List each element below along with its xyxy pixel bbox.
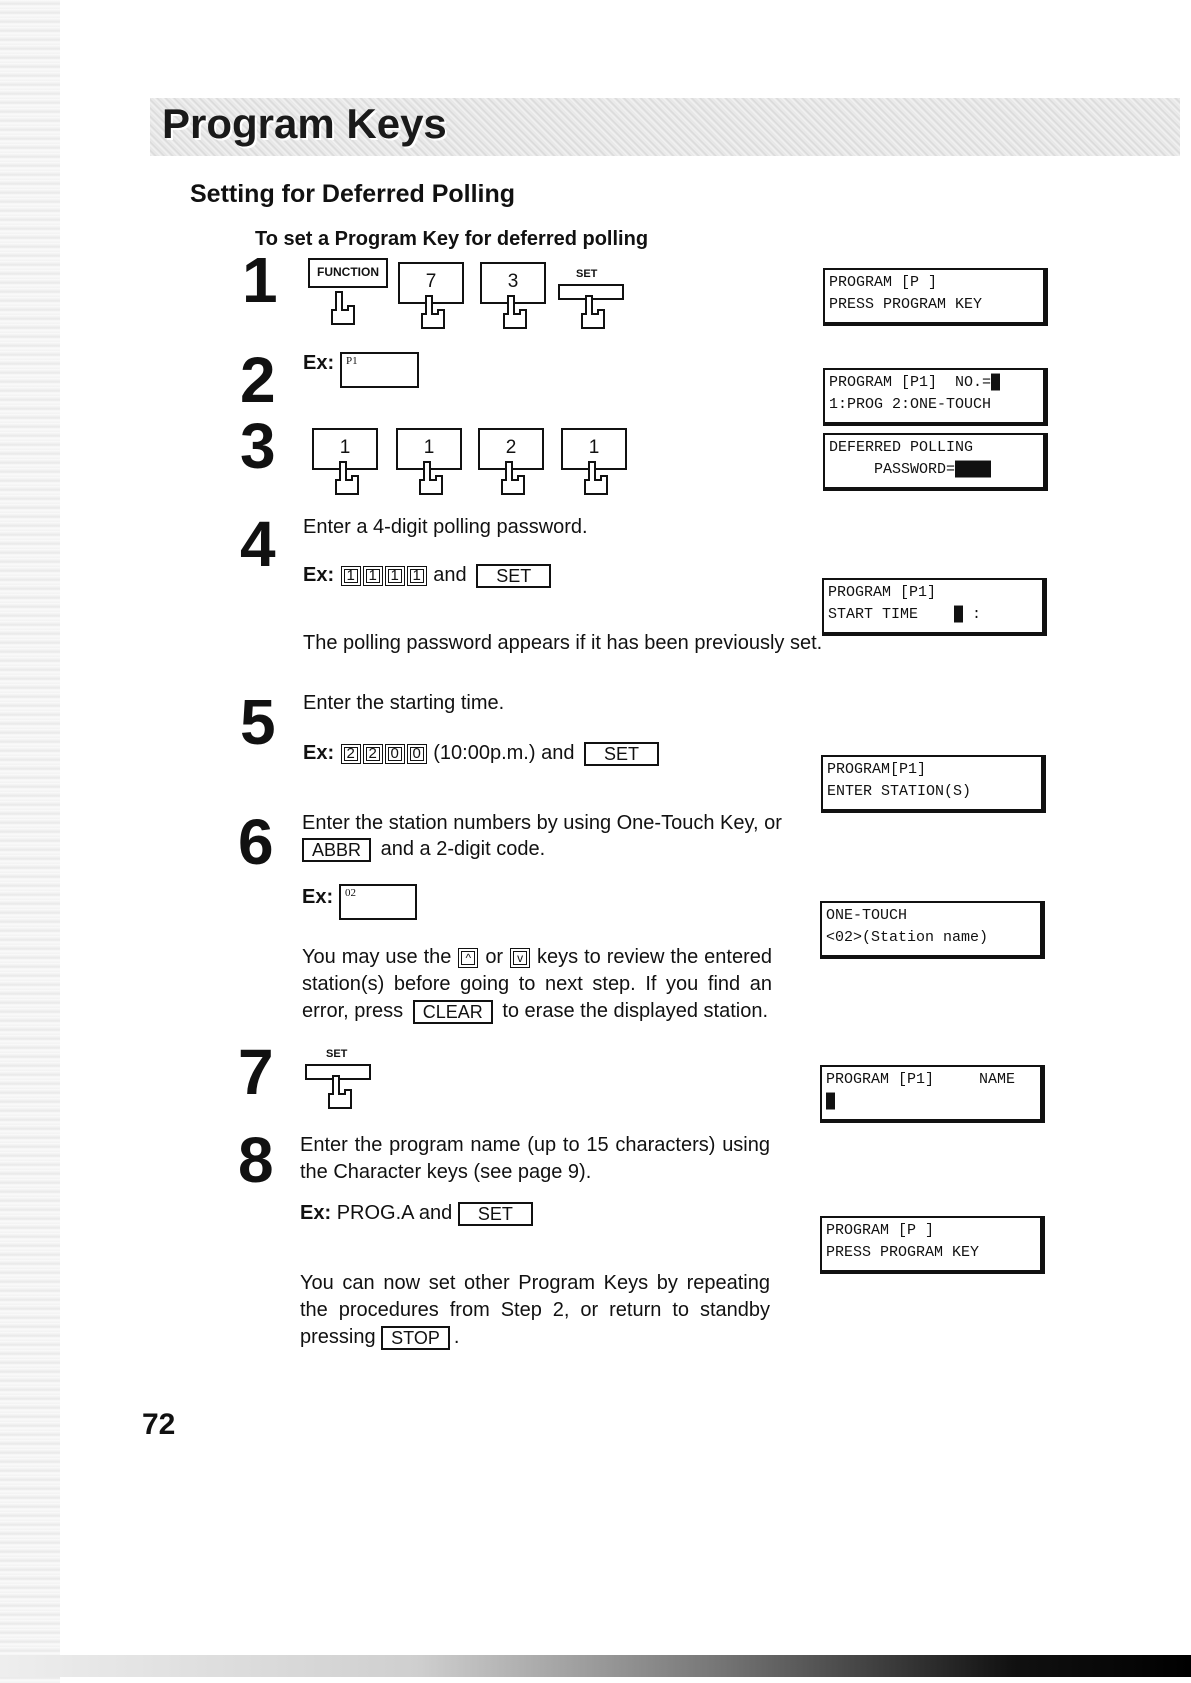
- lcd-line-2: █: [826, 1093, 836, 1110]
- digit-key[interactable]: 2: [363, 744, 383, 764]
- example-label: Ex:: [303, 564, 335, 586]
- lcd-line-2: 1:PROG 2:ONE-TOUCH: [829, 396, 992, 413]
- step-4-note: The polling password appears if it has been previously set.: [303, 632, 823, 654]
- note-text: keys to review the entered station(s) before going to next step. If you find an error, press: [302, 946, 773, 1022]
- program-key-p1[interactable]: [340, 352, 419, 388]
- step-6-note: [302, 944, 772, 1025]
- lcd-line-2: PASSWORD=████: [829, 461, 992, 478]
- step-number-1: 1: [242, 244, 278, 316]
- example-label: Ex:: [303, 352, 335, 374]
- lcd-display: [820, 1065, 1045, 1123]
- one-touch-key-02[interactable]: [339, 884, 417, 920]
- lcd-display: [821, 755, 1046, 813]
- digit-key[interactable]: 2: [341, 744, 361, 764]
- digit-key[interactable]: 0: [407, 744, 427, 764]
- lcd-display: [823, 268, 1048, 326]
- step-number-2: 2: [240, 344, 276, 416]
- lcd-line-2: ENTER STATION(S): [827, 783, 972, 800]
- lcd-line-1: PROGRAM[P1]: [827, 761, 927, 778]
- lcd-display: [820, 901, 1045, 959]
- step-number-4: 4: [240, 508, 276, 580]
- set-key-caption: SET: [576, 268, 598, 280]
- time-text: (10:00p.m.) and: [433, 742, 575, 764]
- set-key[interactable]: SET: [584, 742, 659, 766]
- step-8-example: [300, 1200, 537, 1227]
- step-4-example: [303, 562, 555, 589]
- lcd-line-1: PROGRAM [P1] NO.=█: [829, 374, 1001, 391]
- period: .: [453, 1326, 460, 1348]
- step-number-7: 7: [238, 1036, 274, 1108]
- lcd-display: [822, 578, 1047, 636]
- lcd-line-1: PROGRAM [P1] NAME: [826, 1071, 1016, 1088]
- lcd-line-1: PROGRAM [P1]: [828, 584, 937, 601]
- program-key-p1-label: P1: [346, 355, 358, 367]
- section-heading: Setting for Deferred Polling: [190, 180, 516, 208]
- stop-key[interactable]: STOP: [381, 1326, 450, 1350]
- lcd-display: [823, 433, 1048, 491]
- digit-key[interactable]: 1: [363, 566, 383, 586]
- key-label: 1: [396, 428, 462, 470]
- bottom-scan-bar: [0, 1655, 1191, 1677]
- step-5-example: [303, 740, 663, 767]
- lcd-line-1: PROGRAM [P ]: [826, 1222, 935, 1239]
- lcd-line-2: START TIME █ :: [828, 606, 982, 623]
- lead-text: To set a Program Key for deferred polling: [255, 228, 649, 250]
- down-arrow-key-icon[interactable]: v: [510, 948, 530, 968]
- lcd-line-1: DEFERRED POLLING: [829, 439, 974, 456]
- function-key-label: FUNCTION: [308, 258, 388, 288]
- example-label: Ex:: [300, 1202, 332, 1224]
- scan-edge: [0, 0, 60, 1683]
- key-3-label: 3: [480, 262, 546, 304]
- key-1[interactable]: [561, 428, 627, 500]
- key-2[interactable]: [478, 428, 544, 500]
- step-number-6: 6: [238, 806, 274, 878]
- hand-press-icon: [416, 458, 446, 496]
- key-3[interactable]: [480, 262, 546, 334]
- up-arrow-key-icon[interactable]: ^: [458, 948, 478, 968]
- one-touch-key-label: 02: [345, 887, 356, 899]
- key-1[interactable]: [312, 428, 378, 500]
- digit-key[interactable]: 1: [407, 566, 427, 586]
- hand-press-icon: [328, 288, 358, 326]
- hand-press-icon: [581, 458, 611, 496]
- lcd-line-1: ONE-TOUCH: [826, 907, 908, 924]
- abbr-key[interactable]: ABBR: [302, 838, 371, 862]
- hand-press-icon: [578, 292, 608, 330]
- lcd-line-2: PRESS PROGRAM KEY: [829, 296, 983, 313]
- hand-press-icon: [418, 292, 448, 330]
- key-7-label: 7: [398, 262, 464, 304]
- step-number-8: 8: [238, 1124, 274, 1196]
- example-value: PROG.A and: [336, 1202, 453, 1224]
- step-number-3: 3: [240, 410, 276, 482]
- step-4-instruction: Enter a 4-digit polling password.: [303, 516, 588, 538]
- hand-press-icon: [498, 458, 528, 496]
- step-8-instruction: Enter the program name (up to 15 characters) using the Character keys (see page 9).: [300, 1134, 770, 1183]
- hand-press-icon: [500, 292, 530, 330]
- step-6-instruction-2: [302, 836, 545, 863]
- example-label: Ex:: [303, 742, 335, 764]
- step-5-instruction: Enter the starting time.: [303, 692, 505, 714]
- set-key[interactable]: [305, 1064, 371, 1136]
- note-text: You can now set other Program Keys by repeating the procedures from Step 2, or return to standby pressing: [300, 1272, 770, 1348]
- lcd-line-1: PROGRAM [P ]: [829, 274, 938, 291]
- function-key[interactable]: [308, 258, 379, 330]
- note-text: You may use the: [302, 946, 452, 968]
- step-6-instruction: Enter the station numbers by using One-Touch Key, or: [302, 812, 782, 834]
- set-key[interactable]: [558, 284, 624, 356]
- set-key[interactable]: SET: [458, 1202, 533, 1226]
- and-text: and: [433, 564, 467, 586]
- set-key[interactable]: SET: [476, 564, 551, 588]
- digit-key[interactable]: 0: [385, 744, 405, 764]
- digit-key[interactable]: 1: [341, 566, 361, 586]
- page-number: 72: [142, 1408, 176, 1441]
- clear-key[interactable]: CLEAR: [413, 1000, 493, 1024]
- step-6-text: and a 2-digit code.: [380, 838, 546, 860]
- lcd-display: [823, 368, 1048, 426]
- key-1[interactable]: [396, 428, 462, 500]
- key-7[interactable]: [398, 262, 464, 334]
- key-label: 1: [561, 428, 627, 470]
- digit-key[interactable]: 1: [385, 566, 405, 586]
- key-label: 1: [312, 428, 378, 470]
- example-label: Ex:: [302, 886, 334, 908]
- or-text: or: [485, 946, 504, 968]
- lcd-line-2: PRESS PROGRAM KEY: [826, 1244, 980, 1261]
- lcd-line-2: <02>(Station name): [826, 929, 989, 946]
- step-number-5: 5: [240, 686, 276, 758]
- hand-press-icon: [332, 458, 362, 496]
- step-8-note: [300, 1270, 770, 1351]
- note-text: to erase the displayed station.: [502, 1000, 769, 1022]
- hand-press-icon: [325, 1072, 355, 1110]
- key-label: 2: [478, 428, 544, 470]
- lcd-display: [820, 1216, 1045, 1274]
- page-title: Program Keys: [162, 100, 447, 147]
- set-key-caption: SET: [326, 1048, 348, 1060]
